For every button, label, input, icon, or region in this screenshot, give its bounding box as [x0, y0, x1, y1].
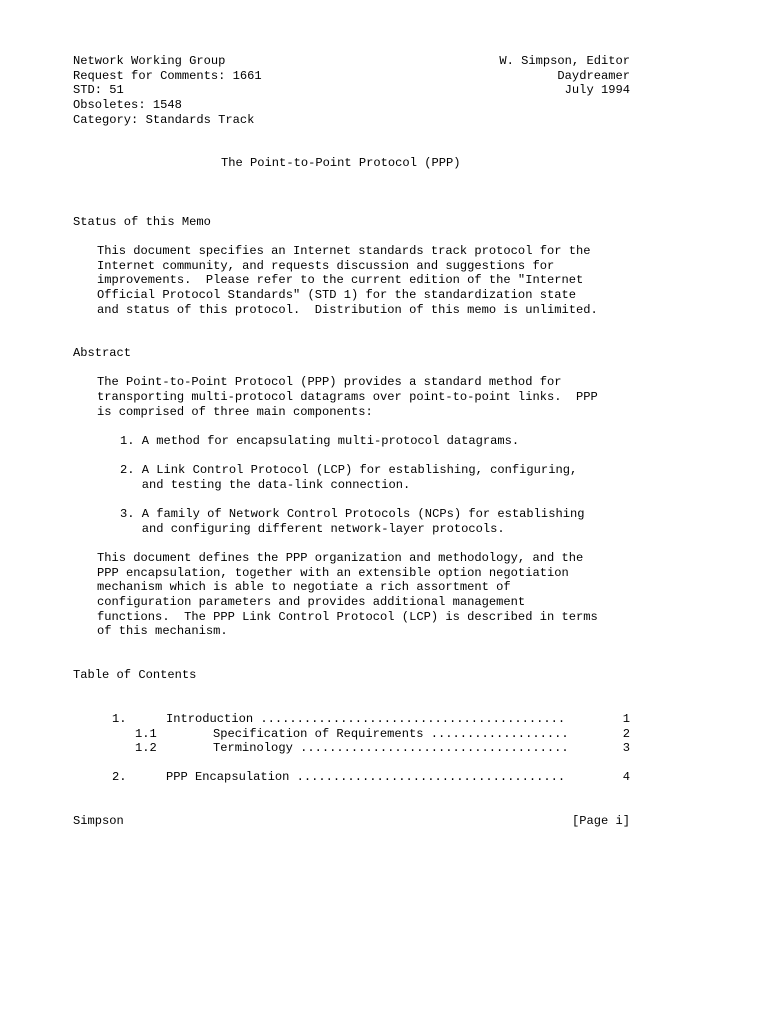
header-category: Category: Standards Track [73, 113, 255, 127]
abstract-list-item: 3. A family of Network Control Protocols (NCPs) for establishing [120, 507, 585, 521]
abstract-line: PPP encapsulation, together with an extensible option negotiation [97, 566, 569, 580]
abstract-heading: Abstract [73, 346, 132, 360]
toc-entry-title: Introduction .......................................... [166, 712, 566, 726]
footer-page-number: [Page i] [571, 814, 630, 828]
status-line: Official Protocol Standards" (STD 1) for the standardization state [97, 288, 576, 302]
abstract-line: transporting multi-protocol datagrams over point-to-point links. PPP [97, 390, 598, 404]
header-organization: Daydreamer [557, 69, 630, 83]
abstract-list-item-cont: and testing the data-link connection. [120, 478, 411, 492]
status-line: improvements. Please refer to the current edition of the "Internet [97, 273, 584, 287]
toc-entry-page: 4 [622, 770, 630, 784]
abstract-line: is comprised of three main components: [97, 405, 373, 419]
toc-entry-number: 1.2 [135, 741, 157, 755]
abstract-line: mechanism which is able to negotiate a rich assortment of [97, 580, 511, 594]
toc-entry-page: 3 [622, 741, 630, 755]
header-date: July 1994 [564, 83, 630, 97]
abstract-list-item: 2. A Link Control Protocol (LCP) for establishing, configuring, [120, 463, 578, 477]
document-title: The Point-to-Point Protocol (PPP) [221, 156, 461, 170]
abstract-line: configuration parameters and provides additional management [97, 595, 526, 609]
toc-entry-number: 1. [112, 712, 127, 726]
toc-entry[interactable] [0, 741, 768, 756]
abstract-list-item-cont: and configuring different network-layer protocols. [120, 522, 505, 536]
footer-author: Simpson [73, 814, 124, 828]
toc-entry-title: Specification of Requirements ................... [213, 727, 569, 741]
toc-entry-title: Terminology ..................................... [213, 741, 569, 755]
toc-entry-number: 1.1 [135, 727, 157, 741]
status-line: Internet community, and requests discussion and suggestions for [97, 259, 555, 273]
toc-entry[interactable] [0, 770, 768, 785]
header-rfc-number: Request for Comments: 1661 [73, 69, 262, 83]
header-author: W. Simpson, Editor [499, 54, 630, 68]
status-line: and status of this protocol. Distribution of this memo is unlimited. [97, 303, 598, 317]
toc-entry[interactable] [0, 712, 768, 727]
abstract-line: of this mechanism. [97, 624, 228, 638]
abstract-line: This document defines the PPP organization and methodology, and the [97, 551, 584, 565]
toc-heading: Table of Contents [73, 668, 197, 682]
abstract-list-item: 1. A method for encapsulating multi-protocol datagrams. [120, 434, 520, 448]
header-obsoletes: Obsoletes: 1548 [73, 98, 182, 112]
toc-entry-page: 1 [622, 712, 630, 726]
header-working-group: Network Working Group [73, 54, 226, 68]
abstract-line: The Point-to-Point Protocol (PPP) provides a standard method for [97, 375, 562, 389]
header-std: STD: 51 [73, 83, 124, 97]
toc-entry-number: 2. [112, 770, 127, 784]
status-heading: Status of this Memo [73, 215, 211, 229]
abstract-line: functions. The PPP Link Control Protocol (LCP) is described in terms [97, 610, 598, 624]
status-line: This document specifies an Internet standards track protocol for the [97, 244, 591, 258]
toc-entry-title: PPP Encapsulation ..................................... [166, 770, 566, 784]
toc-entry-page: 2 [622, 727, 630, 741]
toc-entry[interactable] [0, 727, 768, 742]
